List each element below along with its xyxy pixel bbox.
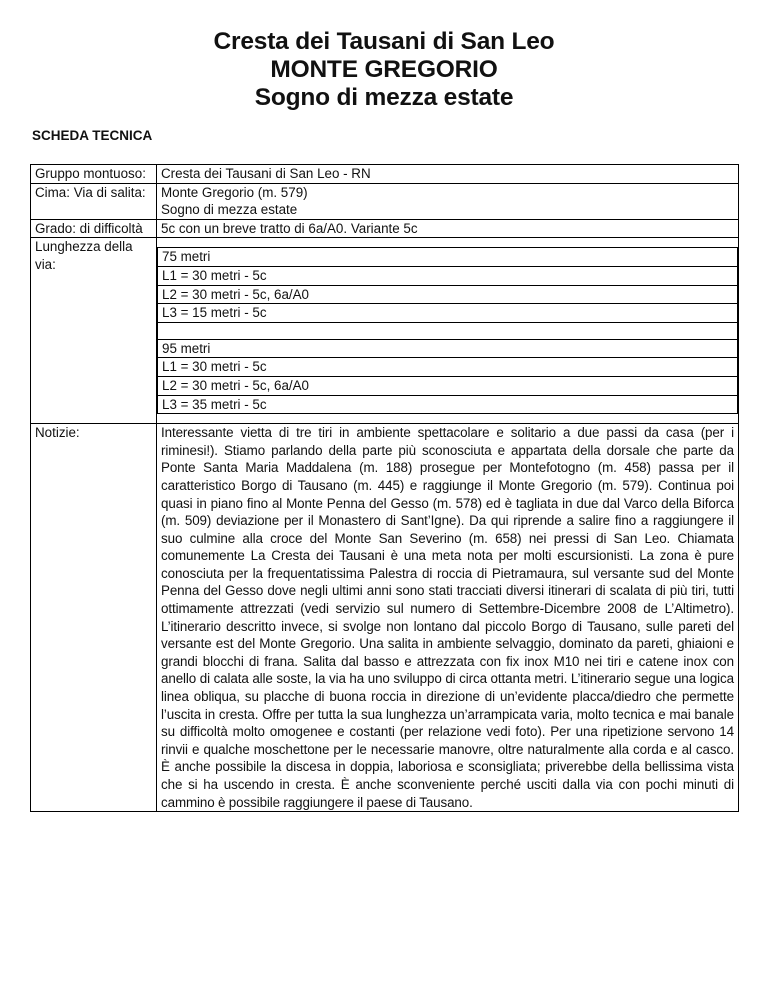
variant-pitch-row: L1 = 30 metri - 5c bbox=[157, 358, 738, 377]
table-row-grado bbox=[31, 219, 739, 238]
technical-sheet-table bbox=[30, 164, 739, 812]
pitch-row: L3 = 15 metri - 5c bbox=[157, 304, 738, 323]
table-row-lunghezza bbox=[31, 238, 739, 424]
value-gruppo: Cresta dei Tausani di San Leo - RN bbox=[157, 165, 739, 184]
value-cima bbox=[157, 183, 739, 219]
value-lunghezza bbox=[157, 238, 739, 424]
title-line-2: MONTE GREGORIO bbox=[270, 56, 498, 83]
label-cima: Cima: Via di salita: bbox=[31, 183, 157, 219]
table-row-notizie bbox=[31, 424, 739, 812]
title-line-1: Cresta dei Tausani di San Leo bbox=[213, 28, 555, 55]
notizie-text: Interessante vietta di tre tiri in ambiente spettacolare e solitario a due passi da casa (per i riminesi!). Stiamo parlando della parte più sconosciuta e appartata della dorsale che parte da Ponte Santa Maria Maddalena (m. 188) prosegue per Montefotogno (m. 458) passa per il caratteristico Borgo di Tausano (m. 445) e raggiunge il Monte Gregorio (m. 579). Continua poi quasi in piano fino al Monte Penna del Gesso (m. 578) ed è tagliata in due dal Varco della Biforca (m. 509) deviazione per il Monastero di Sant’Igne). Da qui riprende a salire fino a raggiungere il suo culmine alla croce del Monte San Severino (m. 658) nei pressi di San Leo. Chiamata comunemente La Cresta dei Tausani è una meta nota per molti escursionisti. La zona è pure conosciuta per la frequentatissima Palestra di roccia di Pietramaura, sul versante sud del Monte Penna del Gesso dove negli ultimi anni sono stati tracciati diversi itinerari di scalata di più tiri, tutti ottimamente attrezzati (vedi servizio sul numero di Settembre-Dicembre 2008 de L’Altimetro). L’itinerario descritto invece, si svolge non lontano dal piccolo Borgo di Tausano, sulle pareti del versante est del Monte Gregorio. Una salita in ambiente selvaggio, dominato da pareti, ghiaioni e grandi blocchi di frana. Salita dal basso e attrezzata con fix inox M10 nei tiri e catene inox con anello di calata alle soste, la via ha uno sviluppo di circa ottanta metri. L’itinerario segue una logica linea obliqua, su placche di buona roccia in direzione di un’evidente placca/diedro che permette l’uscita in cresta. Offre per tutta la sua lunghezza un’arrampicata varia, molto tecnica e mai banale su difficoltà molto omogenee e costanti (per relazione vedi foto). Per una ripetizione servono 14 rinvii e qualche moschettone per le necessarie manovre, oltre naturalmente alla corda e al casco. È anche possibile la discesa in doppia, laboriosa e sconsigliata; priverebbe della bellissima vista che si ha uscendo in cresta. È anche sconveniente perché usciti dalla via con pochi minuti di cammino è possibile raggiungere il paese di Tausano. bbox=[157, 424, 739, 812]
title-line-3: Sogno di mezza estate bbox=[254, 84, 514, 111]
separator-row bbox=[157, 323, 738, 340]
section-heading: SCHEDA TECNICA bbox=[32, 128, 153, 143]
document-title bbox=[0, 28, 768, 112]
label-notizie: Notizie: bbox=[31, 424, 157, 812]
table-row-cima bbox=[31, 183, 739, 219]
length-total: 75 metri bbox=[157, 247, 738, 267]
variant-pitch-row: L2 = 30 metri - 5c, 6a/A0 bbox=[157, 377, 738, 396]
label-gruppo: Gruppo montuoso: bbox=[31, 165, 157, 184]
pitch-row: L1 = 30 metri - 5c bbox=[157, 267, 738, 286]
label-lunghezza: Lunghezza della via: bbox=[31, 238, 157, 424]
variant-pitch-row: L3 = 35 metri - 5c bbox=[157, 396, 738, 415]
pitch-row: L2 = 30 metri - 5c, 6a/A0 bbox=[157, 286, 738, 305]
label-grado: Grado: di difficoltà bbox=[31, 219, 157, 238]
value-grado: 5c con un breve tratto di 6a/A0. Variante 5c bbox=[157, 219, 739, 238]
value-via-name: Sogno di mezza estate bbox=[161, 202, 298, 218]
table-row-gruppo bbox=[31, 165, 739, 184]
value-cima-name: Monte Gregorio (m. 579) bbox=[161, 184, 308, 200]
variant-length-total: 95 metri bbox=[157, 340, 738, 359]
